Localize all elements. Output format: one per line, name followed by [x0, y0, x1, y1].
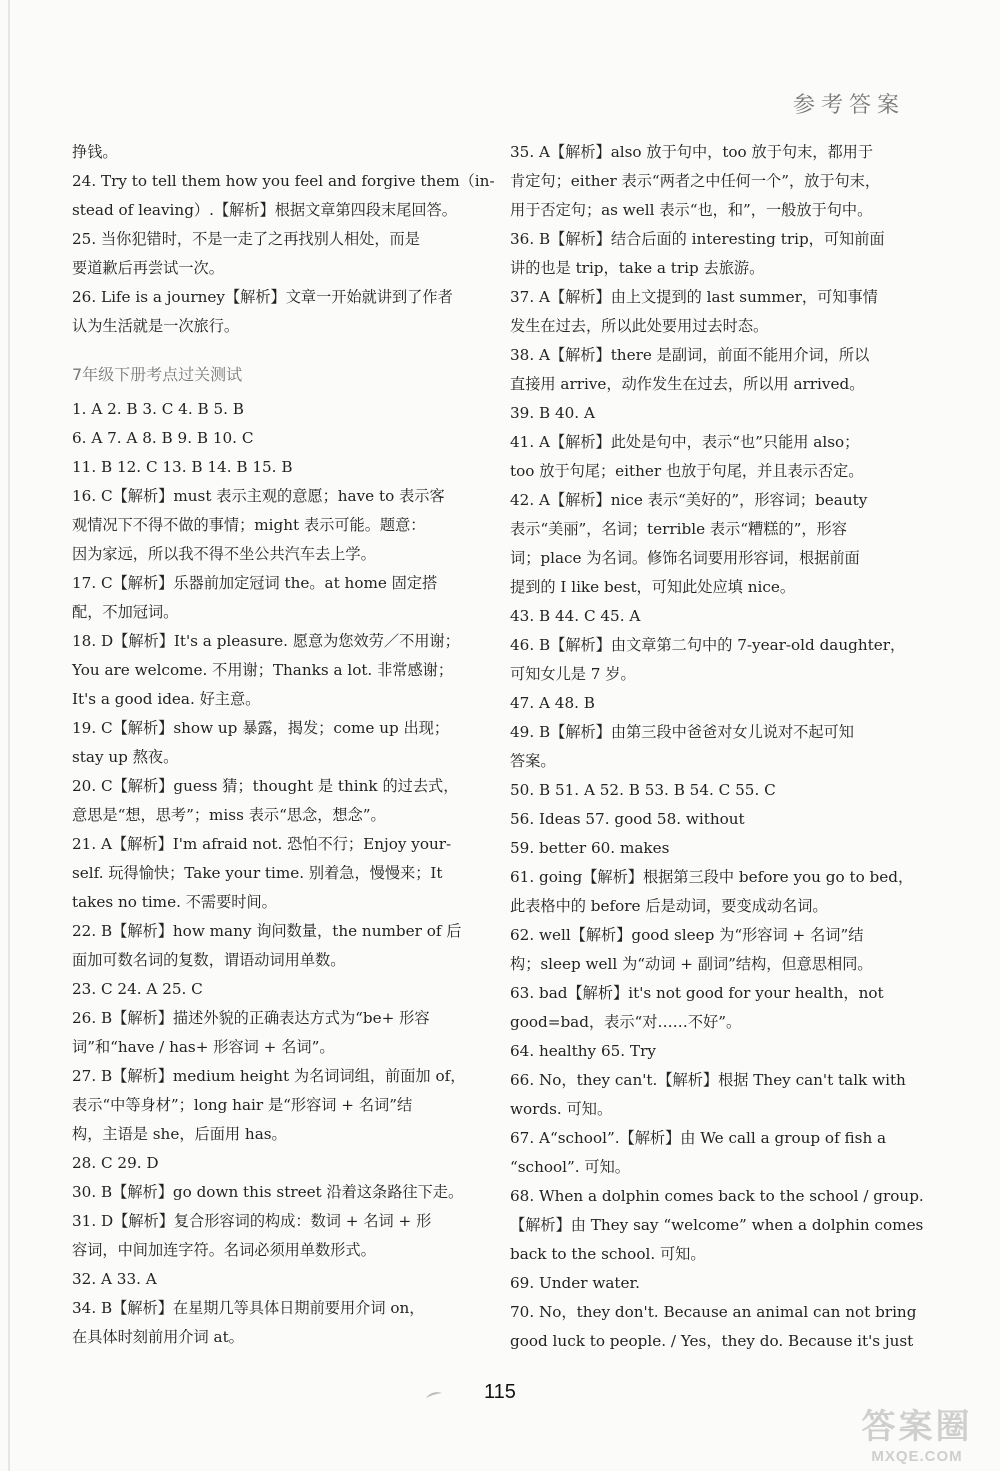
answer-line: 28. C 29. D — [72, 1154, 159, 1172]
answer-line: 直接用 arrive，动作发生在过去，所以用 arrived。 — [510, 375, 865, 393]
answer-line: 词”和“have / has+ 形容词 + 名词”。 — [72, 1038, 335, 1056]
answer-line: 67. A“school”.【解析】由 We call a group of fish a — [510, 1129, 887, 1147]
answer-line: It's a good idea. 好主意。 — [72, 690, 261, 708]
answer-line: 70. No，they don't. Because an animal can not bring — [510, 1303, 917, 1321]
answer-line: stay up 熬夜。 — [72, 748, 179, 766]
section-title: 7年级下册考点过关测试 — [72, 365, 243, 384]
answer-line: 表示“美丽”，名词；terrible 表示“糟糕的”，形容 — [510, 520, 847, 538]
answer-line: 34. B【解析】在星期几等具体日期前要用介词 on， — [72, 1299, 425, 1317]
answer-line: 24. Try to tell them how you feel and forgive them（in- — [72, 172, 495, 190]
answer-line: 27. B【解析】medium height 为名词词组，前面加 of， — [72, 1067, 466, 1085]
answer-line: 构，主语是 she，后面用 has。 — [72, 1125, 287, 1143]
answer-line: 在具体时刻前用介词 at。 — [72, 1328, 244, 1346]
answer-line: 38. A【解析】there 是副词，前面不能用介词，所以 — [510, 346, 870, 364]
answer-line: 17. C【解析】乐器前加定冠词 the。at home 固定搭 — [72, 574, 438, 592]
answer-line: good luck to people. / Yes，they do. Because it's just — [510, 1332, 914, 1350]
answer-line: 62. well【解析】good sleep 为“形容词 + 名词”结 — [510, 926, 864, 944]
answer-line: 68. When a dolphin comes back to the school / group. — [510, 1187, 924, 1205]
answer-line: words. 可知。 — [510, 1100, 613, 1118]
answer-line: 26. Life is a journey【解析】文章一开始就讲到了作者 — [72, 288, 453, 306]
answer-line: 39. B 40. A — [510, 404, 595, 422]
answer-line: 64. healthy 65. Try — [510, 1042, 656, 1060]
answer-line: back to the school. 可知。 — [510, 1245, 706, 1263]
answer-line: 要道歉后再尝试一次。 — [72, 259, 224, 277]
answer-line: 49. B【解析】由第三段中爸爸对女儿说对不起可知 — [510, 723, 854, 741]
answer-line: takes no time. 不需要时间。 — [72, 893, 277, 911]
answer-line: 23. C 24. A 25. C — [72, 980, 203, 998]
answer-line: 肯定句；either 表示“两者之中任何一个”，放于句末， — [510, 172, 881, 190]
answer-line: good=bad，表示“对……不好”。 — [510, 1013, 742, 1031]
answer-line: stead of leaving）.【解析】根据文章第四段末尾回答。 — [72, 201, 457, 219]
answer-line: too 放于句尾；either 也放于句尾，并且表示否定。 — [510, 462, 864, 480]
answer-line: 66. No，they can't.【解析】根据 They can't talk with — [510, 1071, 906, 1089]
answer-line: 41. A【解析】此处是句中，表示“也”只能用 also； — [510, 433, 860, 451]
watermark-line-2: MXQE.COM — [871, 1448, 963, 1465]
answer-line: 用于否定句；as well 表示“也，和”，一般放于句中。 — [510, 201, 873, 219]
answer-line: 30. B【解析】go down this street 沿着这条路往下走。 — [72, 1183, 464, 1201]
answer-line: 18. D【解析】It's a pleasure. 愿意为您效劳／不用谢； — [72, 632, 460, 650]
answer-line: 35. A【解析】also 放于句中，too 放于句末，都用于 — [510, 143, 874, 161]
answer-line: 6. A 7. A 8. B 9. B 10. C — [72, 429, 254, 447]
answer-line: 挣钱。 — [72, 143, 118, 161]
left-answers-part-1 — [72, 138, 495, 341]
answer-line: 发生在过去，所以此处要用过去时态。 — [510, 317, 769, 335]
answer-line: 25. 当你犯错时，不是一走了之再找别人相处，而是 — [72, 230, 420, 248]
answer-line: 可知女儿是 7 岁。 — [510, 665, 636, 683]
answer-line: 此表格中的 before 后是动词，要变成动名词。 — [510, 897, 828, 915]
answer-line: 20. C【解析】guess 猜；thought 是 think 的过去式， — [72, 777, 459, 795]
answer-line: 32. A 33. A — [72, 1270, 157, 1288]
watermark-logo — [842, 1399, 992, 1465]
answer-line: 46. B【解析】由文章第二句中的 7-year-old daughter， — [510, 636, 906, 654]
left-answers-part-2 — [72, 395, 472, 1352]
answer-line: 16. C【解析】must 表示主观的意愿；have to 表示客 — [72, 487, 445, 505]
answer-line: 【解析】由 They say “welcome” when a dolphin comes — [510, 1216, 924, 1234]
answer-line: 观情况下不得不做的事情；might 表示可能。题意： — [72, 516, 426, 534]
answer-line: 56. Ideas 57. good 58. without — [510, 810, 745, 828]
answer-line: 22. B【解析】how many 询问数量，the number of 后 — [72, 922, 462, 940]
answer-line: 词；place 为名词。修饰名词要用形容词，根据前面 — [510, 549, 860, 567]
answer-line: 意思是“想，思考”；miss 表示“思念，想念”。 — [72, 806, 386, 824]
left-column — [72, 138, 495, 1352]
answer-line: 36. B【解析】结合后面的 interesting trip，可知前面 — [510, 230, 885, 248]
answer-line: 答案。 — [510, 752, 556, 770]
answer-line: 31. D【解析】复合形容词的构成：数词 + 名词 + 形 — [72, 1212, 432, 1230]
answer-line: 37. A【解析】由上文提到的 last summer，可知事情 — [510, 288, 878, 306]
answer-line: 讲的也是 trip，take a trip 去旅游。 — [510, 259, 765, 277]
answer-line: 1. A 2. B 3. C 4. B 5. B — [72, 400, 244, 418]
answer-line: 63. bad【解析】it's not good for your health，not — [510, 984, 884, 1002]
answer-line: 认为生活就是一次旅行。 — [72, 317, 240, 335]
answer-line: 表示“中等身材”；long hair 是“形容词 + 名词”结 — [72, 1096, 413, 1114]
page-number: 115 — [484, 1381, 516, 1403]
answer-line: You are welcome. 不用谢；Thanks a lot. 非常感谢； — [72, 661, 454, 679]
answer-line: 配，不加冠词。 — [72, 603, 179, 621]
answer-line: 容词，中间加连字符。名词必须用单数形式。 — [72, 1241, 376, 1259]
answer-line: 47. A 48. B — [510, 694, 595, 712]
answer-line: 50. B 51. A 52. B 53. B 54. C 55. C — [510, 781, 776, 799]
answer-line: 42. A【解析】nice 表示“美好的”，形容词；beauty — [510, 491, 868, 509]
answer-line: 43. B 44. C 45. A — [510, 607, 641, 625]
answer-line: 26. B【解析】描述外貌的正确表达方式为“be+ 形容 — [72, 1009, 430, 1027]
answer-line: 因为家远，所以我不得不坐公共汽车去上学。 — [72, 545, 376, 563]
answer-line: 提到的 I like best，可知此处应填 nice。 — [510, 578, 796, 596]
answer-line: 面加可数名词的复数，谓语动词用单数。 — [72, 951, 346, 969]
answer-line: “school”. 可知。 — [510, 1158, 630, 1176]
page-header-title: 参考答案 — [792, 93, 905, 118]
answer-line: self. 玩得愉快；Take your time. 别着急，慢慢来；It — [72, 864, 443, 882]
right-column — [510, 138, 924, 1356]
answer-line: 59. better 60. makes — [510, 839, 670, 857]
answer-line: 69. Under water. — [510, 1274, 640, 1292]
answer-line: 11. B 12. C 13. B 14. B 15. B — [72, 458, 293, 476]
answer-line: 21. A【解析】I'm afraid not. 恐怕不行；Enjoy your- — [72, 835, 452, 853]
watermark-line-1: 答案圈 — [861, 1408, 973, 1446]
answer-line: 61. going【解析】根据第三段中 before you go to bed， — [510, 868, 914, 886]
answer-line: 构；sleep well 为“动词 + 副词”结构，但意思相同。 — [510, 955, 873, 973]
page-edge-line — [8, 0, 10, 1471]
answer-line: 19. C【解析】show up 暴露，揭发；come up 出现； — [72, 719, 450, 737]
